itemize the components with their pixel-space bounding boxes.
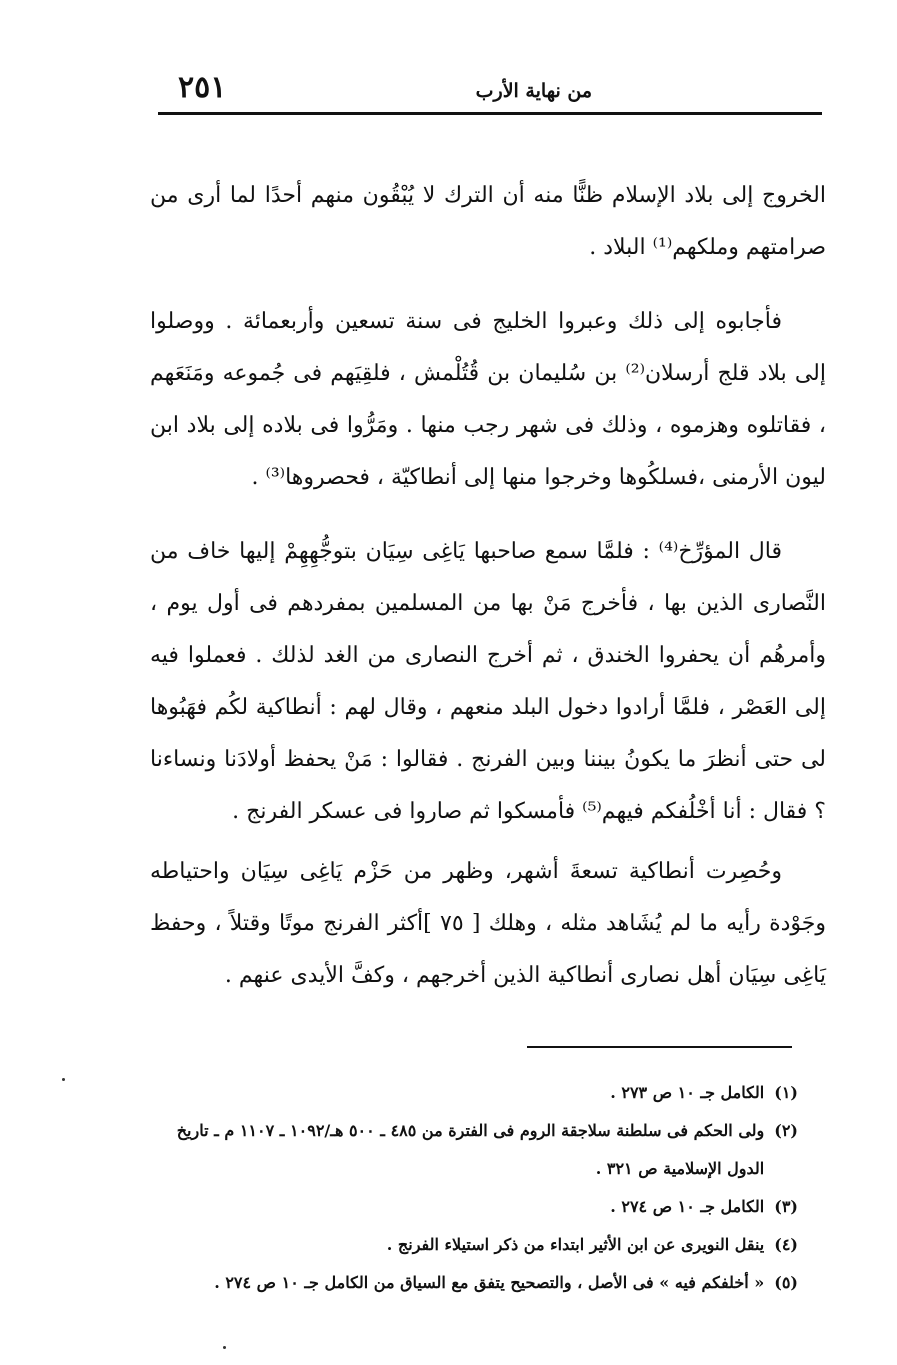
page-header xyxy=(158,66,822,112)
page-number: ٢٥١ xyxy=(178,70,227,105)
footnote xyxy=(150,1112,798,1188)
footnote-marker: (٢) xyxy=(774,1121,798,1140)
footnotes xyxy=(150,1074,798,1302)
paragraph: الخروج إلى بلاد الإسلام ظنًّا منه أن الترك لا يُبْقُون منهم أحدًا لما أرى من صرامتهم وملكهم⁽¹⁾ البلاد . xyxy=(150,183,826,260)
footnote-text: « أخلفكم فيه » فى الأصل ، والتصحيح يتفق مع السياق من الكامل جـ ١٠ ص ٢٧٤ . xyxy=(214,1273,765,1292)
scan-speck xyxy=(223,1346,226,1349)
header-rule xyxy=(158,112,822,115)
footnote-marker: (٥) xyxy=(774,1273,798,1292)
footnote xyxy=(150,1188,798,1226)
footnote-text: الكامل جـ ١٠ ص ٢٧٤ . xyxy=(610,1197,765,1216)
footnote-marker: (٤) xyxy=(774,1235,798,1254)
paragraph: قال المؤرِّخ⁽⁴⁾ : فلمَّا سمع صاحبها يَاغِى سِيَان بتوجُّهِهِمْ إليها خاف من النَّصارى الذين بها ، فأخرج مَنْ بها من المسلمين بمفردهم فى أول يوم ، وأمرهُم أن يحفروا الخندق ، ثم أخرج النصارى من الغد لذلك . فعملوا فيه إلى العَصْر ، فلمَّا أرادوا دخول البلد منعهم ، وقال لهم : أنطاكية لكُم فهَبُوها لى حتى أنظرَ ما يكونُ بيننا وبين الفرنج . فقالوا : مَنْ يحفظ أولادَنا ونساءنا ؟ فقال : أنا أخْلُفكم فيهم⁽⁵⁾ فأمسكوا ثم صاروا فى عسكر الفرنج . xyxy=(150,539,826,824)
footnote-marker: (١) xyxy=(774,1083,798,1102)
paragraph: فأجابوه إلى ذلك وعبروا الخليج فى سنة تسعين وأربعمائة . ووصلوا إلى بلاد قلج أرسلان⁽²⁾ بن سُليمان بن قُتُلْمش ، فلقِيَهم فى جُموعه ومَنَعَهم ، فقاتلوه وهزموه ، وذلك فى شهر رجب منها . ومَرُّوا فى بلاده إلى بلاد ابن ليون الأرمنى ،فسلكُوها وخرجوا منها إلى أنطاكيّة ، فحصروها⁽³⁾ . xyxy=(150,309,826,490)
footnote-text: ينقل النويرى عن ابن الأثير ابتداء من ذكر استيلاء الفرنج . xyxy=(386,1235,765,1254)
footnote xyxy=(150,1226,798,1264)
paragraph: وحُصِرت أنطاكية تسعةَ أشهر، وظهر من حَزْم يَاغِى سِيَان واحتياطه وجَوْدة رأيه ما لم يُشَاهد مثله ، وهلك [ ٧٥ ]أكثر الفرنج موتًا وقتلاً ، وحفظ يَاغِى سِيَان أهل نصارى أنطاكية الذين أخرجهم ، وكفَّ الأيدى عنهم . xyxy=(150,859,826,988)
footnote-marker: (٣) xyxy=(774,1197,798,1216)
running-title: من نهاية الأرب xyxy=(475,80,592,102)
footnote xyxy=(150,1264,798,1302)
footnote xyxy=(150,1074,798,1112)
footnote-text: ولى الحكم فى سلطنة سلاجقة الروم فى الفترة من ٤٨٥ ـ ٥٠٠ هـ/١٠٩٢ ـ ١١٠٧ م ـ تاريخ الدول الإسلامية ص ٣٢١ . xyxy=(176,1121,765,1178)
footnote-rule xyxy=(527,1046,792,1048)
main-text xyxy=(150,170,826,1002)
footnote-text: الكامل جـ ١٠ ص ٢٧٣ . xyxy=(610,1083,765,1102)
scan-speck xyxy=(62,1078,65,1081)
